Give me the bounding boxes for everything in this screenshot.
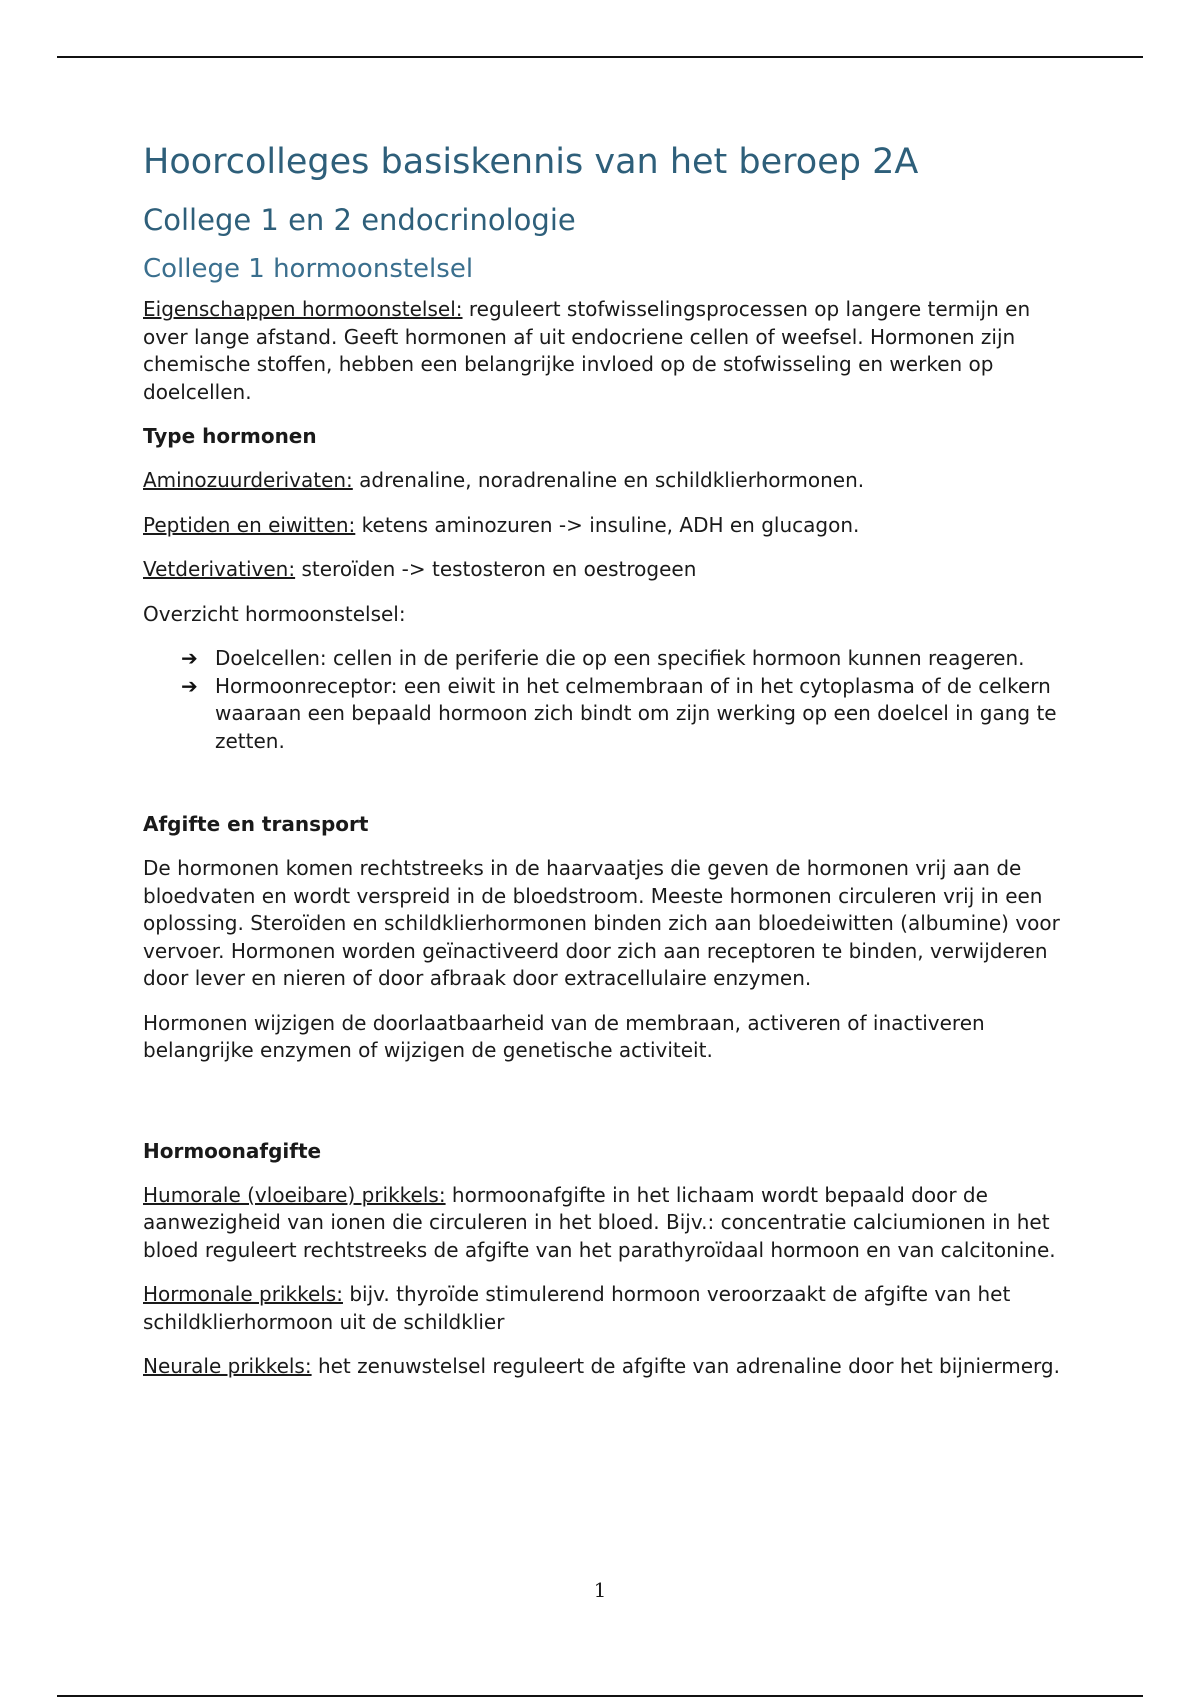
release-item-label: Hormonale prikkels: — [143, 1282, 343, 1306]
release-item-text: het zenuwstelsel reguleert de afgifte van adrenaline door het bijniermerg. — [311, 1354, 1060, 1378]
footer-rule — [57, 1695, 1143, 1697]
spacer — [143, 1082, 1063, 1138]
list-item-text: Hormoonreceptor: een eiwit in het celmembraan of in het cytoplasma of de celkern waaraan een bepaald hormoon zich bindt om zijn werking op een doelcel in gang te zetten. — [215, 673, 1057, 753]
type-item — [143, 467, 1063, 495]
type-item-label: Peptiden en eiwitten: — [143, 512, 356, 537]
list-item — [181, 645, 1063, 673]
type-item — [143, 512, 1063, 540]
list-item — [181, 673, 1063, 756]
document-subtitle: College 1 en 2 endocrinologie — [143, 203, 576, 237]
release-item-text: hormoonafgifte in het lichaam wordt bepaald door de aanwezigheid van ionen die circuleren in het bloed. Bijv.: concentratie calciumionen in het bloed reguleert rechtstreeks de afgifte van het parathyroïdaal hormoon en van calcitonine. — [143, 1182, 1056, 1262]
release-item-text: bijv. thyroïde stimulerend hormoon veroorzaakt de afgifte van het schildklierhormoon uit de schildklier — [143, 1282, 1011, 1334]
document-body — [143, 140, 1063, 1398]
release-item — [143, 1182, 1063, 1265]
types-heading: Type hormonen — [143, 424, 317, 448]
type-item — [143, 556, 1063, 584]
intro-paragraph — [143, 296, 1063, 406]
header-rule — [57, 56, 1143, 58]
type-item-label: Aminozuurderivaten: — [143, 468, 353, 492]
type-item-text: ketens aminozuren -> insuline, ADH en glucagon. — [355, 512, 860, 537]
transport-paragraph-1: De hormonen komen rechtstreeks in de haarvaatjes die geven de hormonen vrij aan de bloedvaten en wordt verspreid in de bloedstroom. Meeste hormonen circuleren vrij in een oplossing. Steroïden en schildklierhormonen binden zich aan bloedeiwitten (albumine) voor vervoer. Hormonen worden geïnactiveerd door zich aan receptoren te binden, verwijderen door lever en nieren of door afbraak door extracellulaire enzymen. — [143, 856, 1060, 990]
overview-list — [143, 645, 1063, 755]
release-item-label: Humorale (vloeibare) prikkels: — [143, 1182, 446, 1207]
type-item-text: adrenaline, noradrenaline en schildklierhormonen. — [352, 468, 865, 492]
transport-paragraph-2: Hormonen wijzigen de doorlaatbaarheid van de membraan, activeren of inactiveren belangrijke enzymen of wijzigen de genetische activiteit. — [143, 1010, 985, 1062]
release-item-label: Neurale prikkels: — [143, 1354, 312, 1378]
section-heading: College 1 hormoonstelsel — [143, 254, 474, 284]
type-item-text: steroïden -> testosteron en oestrogeen — [295, 557, 697, 581]
type-item-label: Vetderivativen: — [143, 557, 296, 581]
release-item — [143, 1281, 1063, 1336]
arrow-right-icon: ➔ — [181, 673, 198, 698]
transport-heading: Afgifte en transport — [143, 812, 369, 836]
intro-label: Eigenschappen hormoonstelsel: — [143, 297, 463, 321]
spacer — [143, 755, 1063, 811]
release-heading: Hormoonafgifte — [143, 1138, 322, 1163]
intro-text: reguleert stofwisselingsprocessen op langere termijn en over lange afstand. Geeft hormonen af uit endocriene cellen of weefsel. Hormonen zijn chemische stoffen, hebben een belangrijke invloed op de stofwisseling en werken op doelcellen. — [143, 297, 1031, 404]
document-title: Hoorcolleges basiskennis van het beroep 2A — [143, 142, 919, 182]
page-number: 1 — [593, 1578, 607, 1602]
list-item-text: Doelcellen: cellen in de periferie die op een specifiek hormoon kunnen reageren. — [215, 646, 1025, 670]
arrow-right-icon: ➔ — [181, 646, 198, 670]
release-item — [143, 1353, 1063, 1381]
overview-label: Overzicht hormoonstelsel: — [143, 601, 406, 626]
